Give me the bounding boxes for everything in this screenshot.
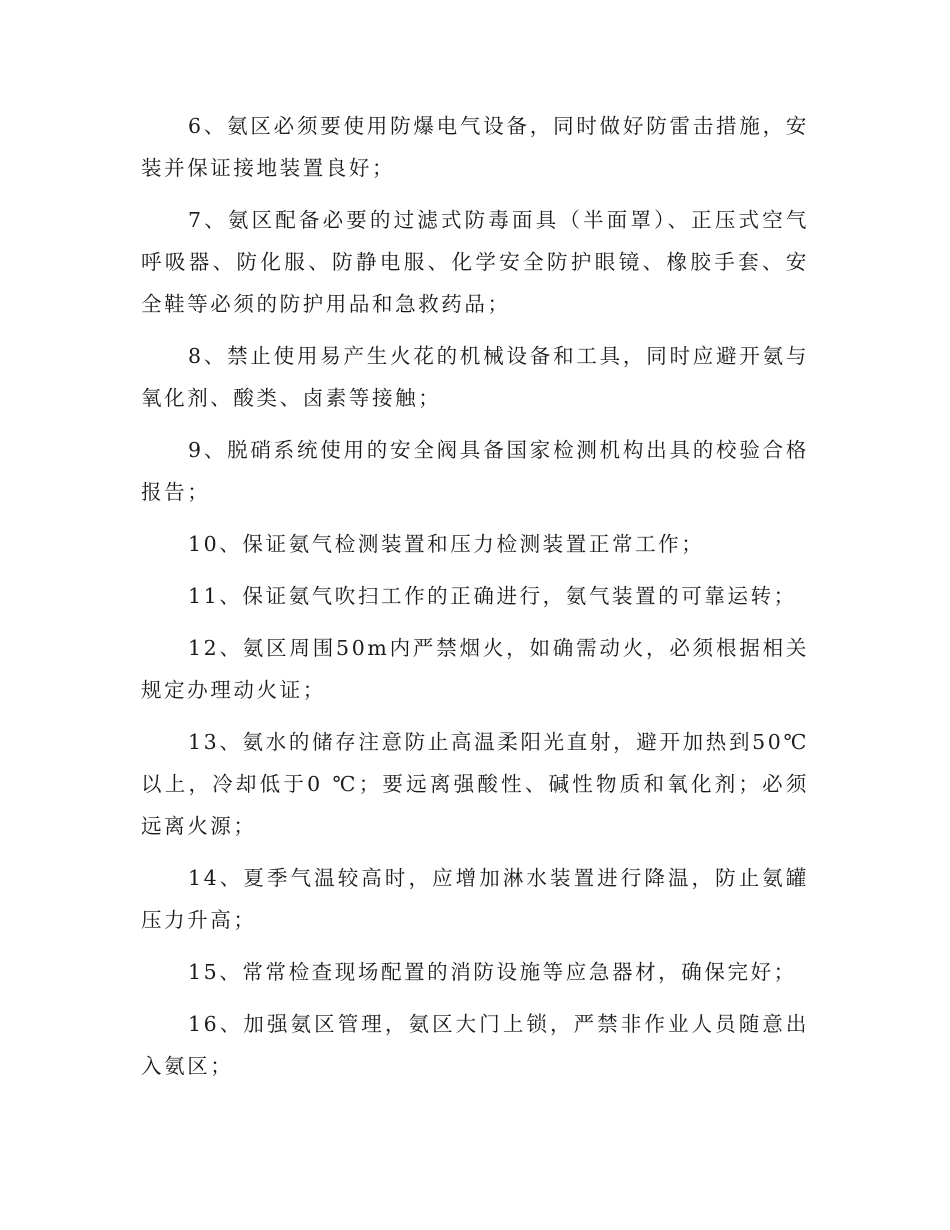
- document-body: [141, 105, 809, 1097]
- paragraph-item-8: 8、禁止使用易产生火花的机械设备和工具，同时应避开氨与氧化剂、酸类、卤素等接触；: [141, 344, 809, 410]
- paragraph-item-10: 10、保证氨气检测装置和压力检测装置正常工作；: [188, 532, 705, 556]
- paragraph-item-14: 14、夏季气温较高时，应增加淋水装置进行降温，防止氨罐压力升高；: [141, 866, 809, 932]
- paragraph-item-13: 13、氨水的储存注意防止高温柔阳光直射，避开加热到50℃以上，冷却低于0 ℃；要远离强酸性、碱性物质和氧化剂；必须远离火源；: [141, 730, 809, 838]
- paragraph-item-9: 9、脱硝系统使用的安全阀具备国家检测机构出具的校验合格报告；: [141, 438, 809, 504]
- paragraph-item-6: 6、氨区必须要使用防爆电气设备，同时做好防雷击措施，安装并保证接地装置良好；: [141, 114, 809, 180]
- paragraph-item-15: 15、常常检查现场配置的消防设施等应急器材，确保完好；: [188, 960, 797, 984]
- paragraph-item-12: 12、氨区周围50m内严禁烟火，如确需动火，必须根据相关规定办理动火证；: [141, 636, 809, 702]
- paragraph-item-11: 11、保证氨气吹扫工作的正确进行，氨气装置的可靠运转；: [188, 584, 797, 608]
- paragraph-item-16: 16、加强氨区管理，氨区大门上锁，严禁非作业人员随意出入氨区；: [141, 1012, 809, 1078]
- paragraph-item-7: 7、氨区配备必要的过滤式防毒面具（半面罩）、正压式空气呼吸器、防化服、防静电服、化学安全防护眼镜、橡胶手套、安全鞋等必须的防护用品和急救药品；: [141, 208, 809, 316]
